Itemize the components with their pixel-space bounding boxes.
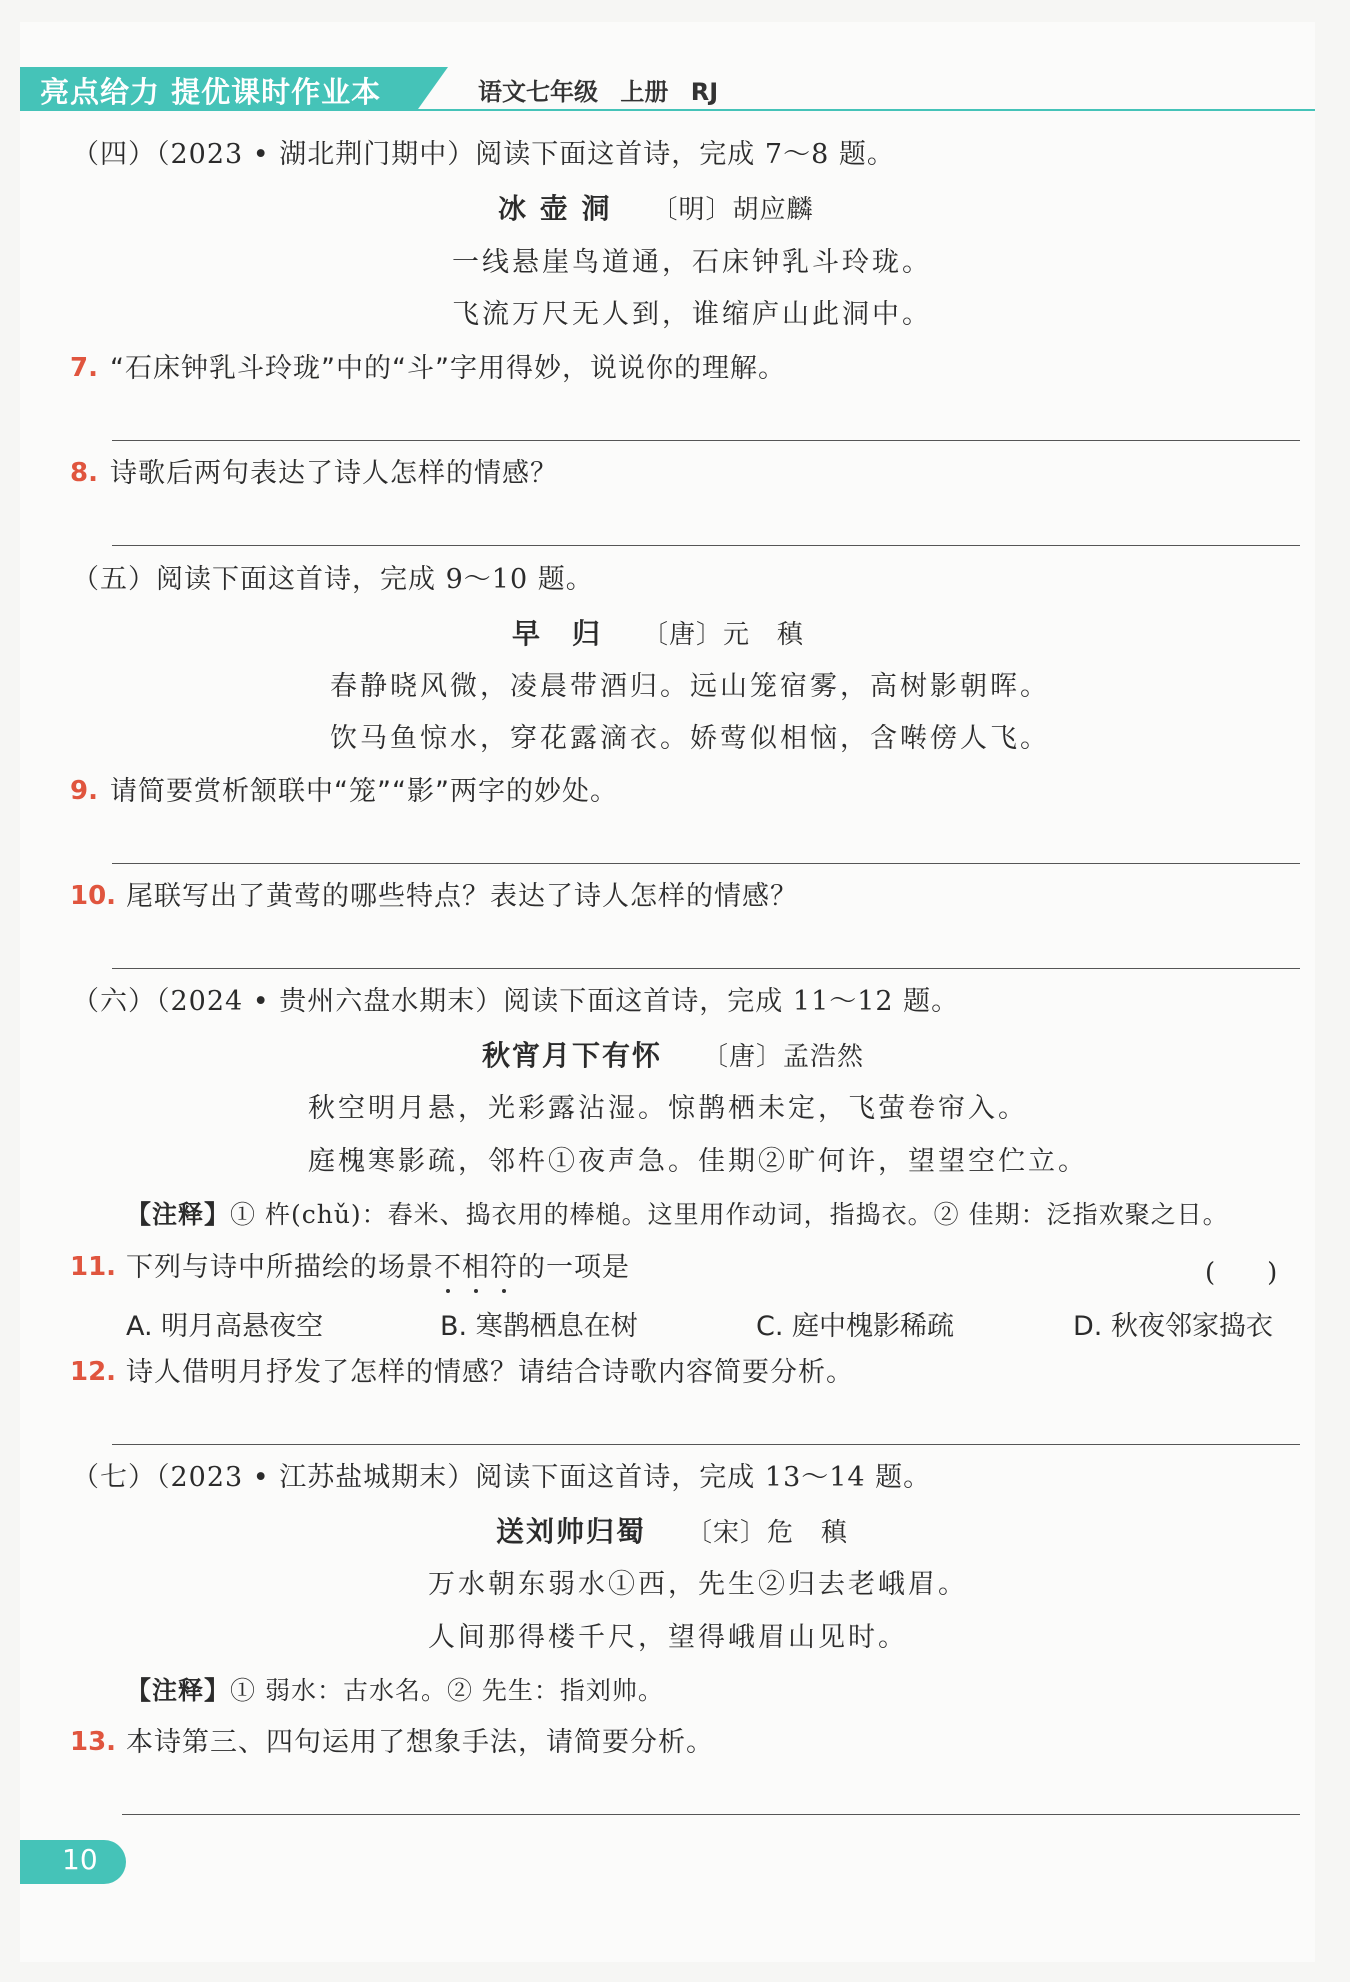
note-7-tag: 【注释】	[126, 1676, 231, 1705]
poem-6-notes	[126, 1198, 1229, 1232]
section-5-intro: （五）阅读下面这首诗，完成 9～10 题。	[72, 564, 594, 595]
poem-6-line-2: 庭槐寒影疏，邻杵①夜声急。佳期②旷何许，望望空伫立。	[308, 1146, 1088, 1177]
edition-label: RJ	[690, 78, 719, 106]
question-10-number: 10.	[70, 881, 117, 911]
poem-4-author: 〔明〕胡应麟	[651, 195, 814, 225]
poem-4-title: 冰 壶 洞	[498, 192, 612, 225]
question-11-text-pre: 下列与诗中所描绘的场景	[126, 1252, 434, 1283]
option-d[interactable]: D. 秋夜邻家捣衣	[1073, 1311, 1273, 1342]
poem-5-line-2: 饮马鱼惊水，穿花露滴衣。娇莺似相恼，含啭傍人飞。	[330, 723, 1050, 754]
option-b[interactable]: B. 寒鹊栖息在树	[440, 1311, 638, 1342]
question-8-number: 8.	[70, 458, 98, 488]
poem-6-title: 秋宵月下有怀	[482, 1039, 663, 1072]
emphasis-char: 不	[434, 1252, 462, 1283]
poem-5-title: 早 归	[512, 617, 603, 650]
question-12-number: 12.	[70, 1357, 117, 1387]
volume-label: 上册	[620, 78, 669, 106]
question-7-number: 7.	[70, 353, 98, 383]
section-7-intro: （七）（2023 • 江苏盐城期末）阅读下面这首诗，完成 13～14 题。	[72, 1462, 932, 1493]
section-6-intro: （六）（2024 • 贵州六盘水期末）阅读下面这首诗，完成 11～12 题。	[72, 986, 960, 1017]
poem-7-notes	[126, 1674, 664, 1708]
poem-4-line-1: 一线悬崖鸟道通，石床钟乳斗玲珑。	[452, 247, 932, 278]
note-7-text: ① 弱水：古水名。② 先生：指刘帅。	[230, 1676, 664, 1705]
note-6-tag: 【注释】	[126, 1200, 231, 1229]
question-9-number: 9.	[70, 776, 98, 806]
poem-7-title: 送刘帅归蜀	[496, 1515, 647, 1548]
poem-6-heading	[482, 1039, 864, 1074]
emphasis-char: 符	[490, 1252, 518, 1283]
answer-line-7[interactable]	[112, 440, 1300, 441]
question-11-text-post: 的一项是	[518, 1252, 630, 1283]
question-10-text: 尾联写出了黄莺的哪些特点？表达了诗人怎样的情感？	[126, 881, 798, 912]
poem-6-line-1: 秋空明月悬，光彩露沾湿。惊鹊栖未定，飞萤卷帘入。	[308, 1093, 1028, 1124]
answer-line-8[interactable]	[112, 545, 1300, 546]
poem-5-author: 〔唐〕元 稹	[642, 620, 805, 650]
poem-7-line-2: 人间那得楼千尺，望得峨眉山见时。	[428, 1622, 908, 1653]
question-11-text	[126, 1251, 630, 1285]
option-c[interactable]: C. 庭中槐影稀疏	[756, 1311, 955, 1342]
poem-4-heading	[498, 192, 814, 227]
question-8-text: 诗歌后两句表达了诗人怎样的情感？	[110, 458, 558, 489]
note-6-text: ① 杵(chǔ)：舂米、捣衣用的棒槌。这里用作动词，指捣衣。② 佳期：泛指欢聚之日。	[230, 1200, 1229, 1229]
header-info	[478, 72, 718, 107]
answer-line-12[interactable]	[112, 1444, 1300, 1445]
poem-7-line-1: 万水朝东弱水①西，先生②归去老峨眉。	[428, 1569, 968, 1600]
header-rule	[20, 109, 1315, 111]
poem-4-line-2: 飞流万尺无人到，谁缩庐山此洞中。	[452, 299, 932, 330]
question-9-text: 请简要赏析颔联中“笼”“影”两字的妙处。	[110, 776, 618, 807]
answer-line-10[interactable]	[112, 968, 1300, 969]
option-a[interactable]: A. 明月高悬夜空	[126, 1311, 324, 1342]
answer-line-13[interactable]	[122, 1814, 1300, 1815]
poem-5-line-1: 春静晓风微，凌晨带酒归。远山笼宿雾，高树影朝晖。	[330, 671, 1050, 702]
question-7-text: “石床钟乳斗玲珑”中的“斗”字用得妙，说说你的理解。	[110, 353, 786, 384]
question-11-emphasis	[434, 1252, 518, 1283]
page-number: 10	[62, 1843, 98, 1876]
poem-6-author: 〔唐〕孟浩然	[702, 1042, 865, 1072]
answer-parentheses[interactable]: ( )	[1205, 1258, 1278, 1288]
poem-5-heading	[512, 617, 804, 652]
section-4-intro: （四）（2023 • 湖北荆门期中）阅读下面这首诗，完成 7～8 题。	[72, 139, 895, 170]
question-13-number: 13.	[70, 1727, 117, 1757]
poem-7-heading	[496, 1515, 848, 1550]
question-11-number: 11.	[70, 1252, 117, 1282]
poem-7-author: 〔宋〕危 稹	[686, 1518, 849, 1548]
book-title: 亮点给力 提优课时作业本	[40, 75, 382, 109]
question-12-text: 诗人借明月抒发了怎样的情感？请结合诗歌内容简要分析。	[126, 1357, 854, 1388]
question-13-text: 本诗第三、四句运用了想象手法，请简要分析。	[126, 1727, 714, 1758]
emphasis-char: 相	[462, 1252, 490, 1283]
subject-label: 语文七年级	[478, 78, 598, 106]
answer-line-9[interactable]	[112, 863, 1300, 864]
